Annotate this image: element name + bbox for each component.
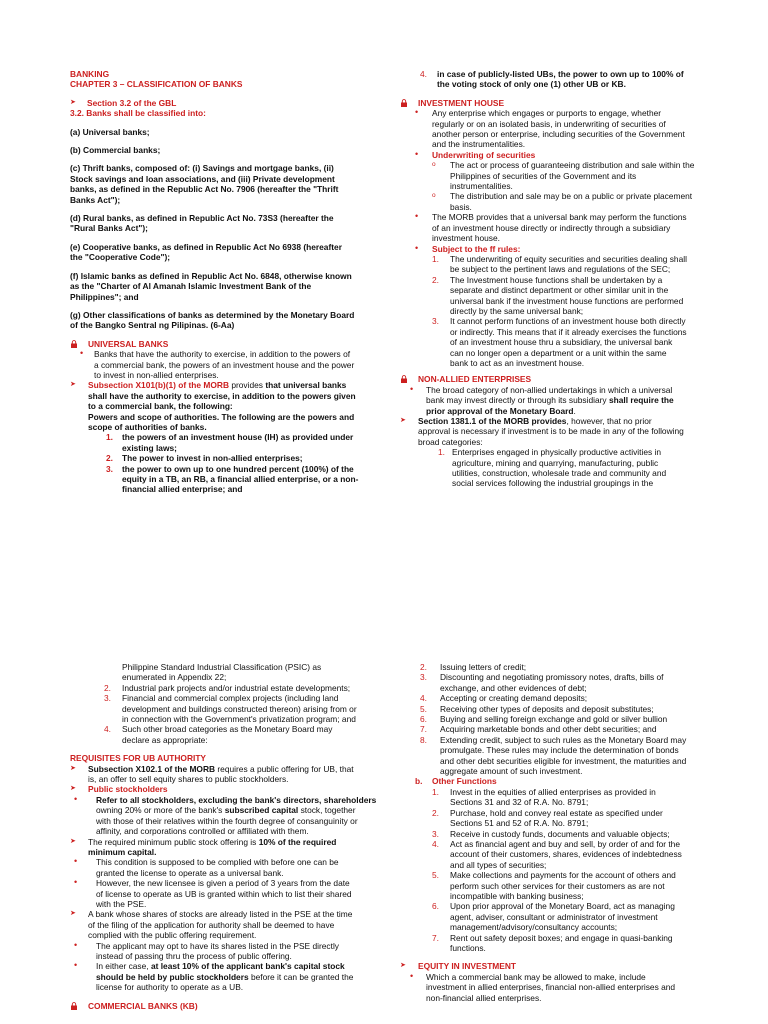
universal-banks-heading	[70, 339, 390, 349]
list-item	[432, 254, 705, 275]
x101-paragraph	[70, 380, 390, 432]
psic-continuation	[70, 662, 390, 683]
class-f-line: as the "Charter of Al Amanah Islamic Investment Bank of the	[70, 281, 312, 292]
ih-line: and the instrumentalities.	[432, 139, 526, 150]
list-line: The Investment house functions shall be undertaken by a	[450, 274, 663, 285]
ih-line: Any enterprise which engages or purports to engage, whether	[432, 108, 662, 119]
three-year-bullet	[70, 878, 390, 909]
section-3-2-heading	[70, 98, 390, 108]
list-line: account of their customers, shares, evidences of indebtedness	[450, 849, 682, 860]
list-number: 3.	[106, 463, 113, 474]
uw-line: Philippines of securities of the Government and its	[450, 170, 637, 181]
list-line: Invest in the equities of allied enterprises as provided in	[450, 786, 656, 797]
broad-categories-list	[70, 683, 390, 745]
list-number: 2.	[432, 807, 439, 818]
list-line: Make collections and payments for the account of others and	[450, 870, 676, 881]
list-letter: b.	[415, 776, 423, 787]
underwriting-heading	[400, 150, 705, 160]
nae-bullet	[400, 385, 705, 416]
class-g	[70, 310, 390, 331]
listed-line: of the filing of the application for authority shall be deemed to have	[88, 919, 335, 930]
commercial-banks-title: COMMERCIAL BANKS (KB)	[88, 1000, 198, 1011]
list-item	[432, 787, 705, 808]
padlock-bullet-icon	[400, 99, 408, 107]
morb-line: investment house.	[432, 233, 500, 244]
list-item	[106, 453, 390, 463]
x101-ref: Subsection X101(b)(1) of the MORB	[88, 380, 229, 391]
nae-bold: shall require the	[608, 395, 674, 406]
list-number: 2.	[420, 662, 427, 672]
item4-line: the voting stock of only one (1) other UB or KB.	[437, 79, 626, 90]
sec1381-line: broad categories:	[418, 436, 483, 447]
either-bold: at least 10% of the applicant bank's capital stock	[150, 961, 345, 972]
nae-period: .	[573, 405, 576, 416]
class-g-line: of the Bangko Sentral ng Pilipinas. (6-Aa)	[70, 320, 235, 331]
eq-line: investment in allied enterprises, financial non-allied enterprises and	[426, 982, 676, 993]
list-line: of an investment house thru a subsidiary, the universal bank	[450, 337, 673, 348]
list-item	[420, 662, 705, 672]
x101-bold: that universal banks	[265, 380, 347, 391]
list-line: equity in a TB, an RB, a financial allied enterprise, or a non-	[122, 474, 359, 484]
either-line: license for authority to operate as a UB.	[96, 982, 244, 993]
list-line: agent, adviser, consultant or administrator of investment	[450, 911, 658, 922]
broad-line: Enterprises engaged in physically productive activities in	[452, 447, 662, 458]
circle-bullet-icon: o	[432, 161, 436, 169]
sec1381-paragraph	[400, 416, 705, 447]
class-g-line: (g) Other classifications of banks as determined by the Monetary Board	[70, 309, 355, 320]
requisites-heading: REQUISITES FOR UB AUTHORITY	[70, 753, 207, 764]
sec1381-text: , however, that no prior	[566, 416, 652, 426]
list-item	[432, 870, 705, 901]
sec1381-ref: Section 1381.1 of the MORB provides	[418, 416, 567, 426]
list-number: 1.	[432, 786, 439, 797]
non-allied-heading	[400, 374, 705, 384]
x101-line: Powers and scope of authorities. The following are the powers and	[88, 411, 355, 422]
broad-line: utilities, construction, wholesale trade and community and	[452, 468, 667, 479]
list-line: and all types of securities;	[450, 859, 547, 870]
opt-line: The applicant may opt to have its shares listed in the PSE directly	[96, 940, 339, 951]
list-item	[104, 683, 390, 693]
public-stockholders-title: Public stockholders	[88, 784, 168, 795]
list-line: Such other broad categories as the Monetary Board may	[122, 724, 333, 735]
x102-text: requires a public offering for UB, that	[215, 763, 354, 774]
list-item	[420, 693, 705, 703]
either-case-bullet	[70, 961, 390, 992]
classified-heading: 3.2. Banks shall be classified into:	[70, 108, 206, 119]
uw-line: The act or process of guaranteeing distribution and sale within the	[450, 160, 695, 171]
bullet-dot-icon: •	[415, 242, 419, 253]
list-item	[432, 839, 705, 870]
arrow-icon: ➤	[70, 381, 76, 389]
list-line: Sections 31 and 32 of R.A. No. 8791;	[450, 797, 589, 808]
arrow-icon: ➤	[400, 962, 406, 970]
list-line: can no longer open a department or a unit within the same	[450, 347, 667, 358]
listed-line: A bank whose shares of stocks are already listed in the PSE at the time	[88, 909, 353, 920]
chapter-title: CHAPTER 3 – CLASSIFICATION OF BANKS	[70, 79, 243, 90]
other-functions-list	[400, 787, 705, 954]
list-item	[420, 735, 705, 777]
morb-ih-bullet	[400, 212, 705, 243]
list-number: 1.	[432, 253, 439, 264]
cond-line: However, the new licensee is given a period of 3 years from the date	[96, 878, 350, 889]
class-f-line: (f) Islamic banks as defined in Republic Act No. 6848, otherwise known	[70, 270, 352, 281]
ih-line: regularly or on an isolated basis, in underwriting of securities of	[432, 118, 666, 129]
investment-house-heading	[400, 98, 705, 108]
public-stockholders-heading	[70, 784, 390, 794]
bullet-dot-icon: •	[74, 960, 78, 971]
broad-line: agriculture, mining and quarrying, manufacturing, public	[452, 457, 659, 468]
list-number: 1.	[106, 432, 113, 443]
bullet-dot-icon: •	[74, 939, 78, 950]
list-item	[420, 704, 705, 714]
list-number: 4.	[432, 838, 439, 849]
list-line: directly by the same universal bank;	[450, 305, 584, 316]
bullet-dot-icon: •	[74, 856, 78, 867]
list-item	[432, 275, 705, 317]
list-line: Sections 51 and 52 of R.A. No. 8791;	[450, 818, 589, 829]
list-item	[432, 808, 705, 829]
class-a: (a) Universal banks;	[70, 126, 150, 137]
class-d-line: "Rural Banks Act");	[70, 223, 148, 234]
right-bottom-column	[400, 662, 705, 1003]
list-number: 6.	[420, 714, 427, 725]
class-c-line: (c) Thrift banks, composed of: (i) Savings and mortgage banks, (ii)	[70, 163, 334, 174]
class-e-line: (e) Cooperative banks, as defined in Republic Act No 6938 (hereafter	[70, 241, 342, 252]
opt-line: instead of passing thru the process of public offering.	[96, 950, 292, 961]
ff-rules-list	[400, 254, 705, 368]
ps-line: affinity, and corporations controlled or affiliated with them.	[96, 826, 309, 837]
equity-investment-title: EQUITY IN INVESTMENT	[418, 961, 517, 972]
class-c-line: Banks Act");	[70, 194, 121, 205]
equity-bullet	[400, 972, 705, 1003]
cond-line: with the PSE.	[96, 898, 147, 909]
underwriting-sub-1	[400, 160, 705, 191]
list-item	[420, 672, 705, 693]
arrow-icon: ➤	[70, 837, 76, 845]
list-line: Act as financial agent and buy and sell, by order of and for the	[450, 838, 680, 849]
list-item	[432, 933, 705, 954]
other-functions-title: Other Functions	[432, 776, 497, 787]
x101-line: scope of authorities of banks.	[88, 421, 207, 432]
x102-ref: Subsection X102.1 of the MORB	[88, 763, 216, 774]
class-d	[70, 213, 390, 234]
min-bold: 10% of the required	[258, 836, 337, 847]
psic-line: Philippine Standard Industrial Classification (PSIC) as	[122, 662, 322, 672]
ih-line: another person or enterprise, including securities of the Government	[432, 129, 685, 140]
ub-def-line: to invest in non-allied enterprises.	[94, 369, 219, 380]
left-bottom-column	[70, 662, 390, 1011]
uw-line: basis.	[450, 201, 472, 212]
list-line: Industrial park projects and/or industrial estate developments;	[122, 682, 351, 693]
already-listed-paragraph	[70, 909, 390, 940]
x102-line: is, an offer to sell equity shares to public stockholders.	[88, 774, 289, 785]
list-line: in connection with the Government's privatization program; and	[122, 714, 356, 725]
equity-investment-heading	[400, 961, 705, 971]
nae-line: The broad category of non-allied undertakings in which a universal	[426, 384, 673, 395]
other-functions-heading	[400, 776, 705, 786]
class-c-line: banks, as defined in the Republic Act No. 7906 (hereafter the "Thrift	[70, 184, 339, 195]
list-number: 3.	[432, 828, 439, 839]
listed-line: complied with the public offering requirement.	[88, 930, 257, 941]
list-line: management/advisory/consultancy accounts;	[450, 922, 618, 933]
list-number: 3.	[432, 316, 439, 327]
universal-banks-title: UNIVERSAL BANKS	[88, 338, 169, 349]
list-line: functions.	[450, 942, 486, 953]
minimum-offering-paragraph	[70, 837, 390, 858]
list-number: 3.	[420, 672, 427, 683]
class-e	[70, 242, 390, 263]
section-3-2-label: Section 3.2 of the GBL	[87, 97, 177, 108]
list-number: 7.	[432, 932, 439, 943]
arrow-icon: ➤	[70, 910, 76, 918]
min-line: The required minimum public stock offering is	[88, 836, 259, 847]
sec1381-line: approval is necessary if investment is to be made in any of the following	[418, 426, 684, 437]
class-b: (b) Commercial banks;	[70, 145, 161, 156]
list-number: 2.	[106, 453, 113, 464]
list-line: or indirectly. This means that if it already exercises the functions	[450, 326, 687, 337]
left-top-column	[70, 69, 390, 495]
list-item	[432, 829, 705, 839]
list-line: promulgate. These rules may include the determination of bonds	[440, 745, 679, 756]
underwriting-title: Underwriting of securities	[432, 149, 536, 160]
bullet-dot-icon: •	[74, 877, 78, 888]
list-item	[104, 693, 390, 724]
ps-line: with those of their relatives within the fourth degree of consanguinity or	[96, 815, 358, 826]
eq-line: Which a commercial bank may be allowed to make, include	[426, 971, 646, 982]
item-4	[400, 69, 705, 90]
list-line: The power to invest in non-allied enterprises;	[122, 453, 303, 464]
uw-line: The distribution and sale may be on a public or private placement	[450, 191, 693, 202]
doc-title-banking: BANKING	[70, 69, 110, 79]
kb-powers-list	[400, 662, 705, 776]
either-bold: should be held by public stockholders	[96, 971, 249, 982]
nae-bold: prior approval of the Monetary Board	[426, 405, 574, 416]
bullet-dot-icon: •	[74, 793, 78, 804]
eq-line: non-financial allied enterprises.	[426, 992, 542, 1003]
opt-bullet	[70, 941, 390, 962]
cond-line: This condition is supposed to be complied with before one can be	[96, 857, 339, 868]
underwriting-sub-2	[400, 191, 705, 212]
x101-line: to a commercial bank, the following:	[88, 401, 233, 412]
list-line: Discounting and negotiating promissory notes, drafts, bills of	[440, 672, 664, 683]
padlock-bullet-icon	[400, 375, 408, 383]
morb-line: of an investment house directly or indirectly through a subsidiary	[432, 222, 671, 233]
list-item	[106, 432, 390, 453]
investment-house-title: INVESTMENT HOUSE	[418, 97, 505, 108]
list-number: 5.	[432, 870, 439, 881]
list-line: declare as appropriate:	[122, 734, 208, 745]
ub-powers-list	[70, 432, 390, 494]
list-item	[104, 724, 390, 745]
list-line: bank to act as an investment house.	[450, 357, 585, 368]
broad-line: social services following the industrial groupings in the	[452, 478, 654, 489]
list-line: Receiving other types of deposits and deposit substitutes;	[440, 703, 654, 714]
class-c	[70, 163, 390, 205]
list-line: The underwriting of equity securities and securities dealing shall	[450, 253, 687, 264]
list-item	[420, 724, 705, 734]
nae-line: bank may invest directly or through its subsidiary	[426, 395, 609, 406]
list-line: existing laws;	[122, 442, 177, 453]
bullet-dot-icon: •	[410, 970, 414, 981]
either-line: before it can be granted the	[248, 971, 354, 982]
class-f	[70, 271, 390, 302]
arrow-icon: ➤	[70, 785, 76, 793]
list-line: the powers of an investment house (IH) as provided under	[122, 432, 354, 443]
item4-line: in case of publicly-listed UBs, the power to own up to 100% of	[437, 69, 684, 79]
bullet-dot-icon: •	[415, 211, 419, 222]
arrow-icon: ➤	[400, 417, 406, 424]
list-line: Accepting or creating demand deposits;	[440, 693, 588, 704]
padlock-bullet-icon	[70, 340, 78, 348]
list-number: 4.	[104, 724, 111, 735]
list-line: Receive in custody funds, documents and valuable objects;	[450, 828, 670, 839]
arrow-icon: ➤	[70, 98, 76, 106]
list-line: separate and distinct department or other similar unit in the	[450, 285, 669, 296]
min-bold: minimum capital.	[88, 846, 157, 857]
list-number: 8.	[420, 734, 427, 745]
arrow-icon: ➤	[70, 764, 76, 772]
list-line: Buying and selling foreign exchange and gold or silver bullion	[440, 714, 668, 725]
ps-line: owning 20% or more of the bank's	[96, 805, 225, 816]
class-c-line: Stock savings and loan associations, and (iii) Private development	[70, 173, 335, 184]
cond-line: of license to operate as UB is granted within which to list their shared	[96, 888, 352, 899]
list-number: 5.	[420, 703, 427, 714]
list-line: Financial and commercial complex projects (including land	[122, 693, 339, 704]
list-item	[432, 901, 705, 932]
class-d-line: (d) Rural banks, as defined in Republic Act No. 73S3 (hereafter the	[70, 213, 334, 224]
list-line: Rent out safety deposit boxes; and engage in quasi-banking	[450, 932, 673, 943]
list-line: exchange, and other evidences of debt;	[440, 682, 587, 693]
list-line: be subject to the pertinent laws and regulations of the SEC;	[450, 264, 671, 275]
x101-line: shall have the authority to exercise, in addition to the powers given	[88, 390, 356, 401]
condition-bullet	[70, 857, 390, 878]
list-line: financial allied enterprise; and	[122, 484, 243, 495]
list-line: the power to own up to one hundred percent (100%) of the	[122, 463, 354, 474]
list-line: Purchase, hold and convey real estate as specified under	[450, 807, 663, 818]
non-allied-title: NON-ALLIED ENTERPRISES	[418, 374, 532, 385]
ps-line: stock, together	[298, 805, 356, 816]
class-e-line: the "Cooperative Code");	[70, 252, 171, 263]
list-line: Acquiring marketable bonds and other debt securities; and	[440, 724, 657, 735]
list-number: 6.	[432, 901, 439, 912]
cond-line: granted the license to operate as a universal bank.	[96, 867, 284, 878]
either-line: In either case,	[96, 961, 151, 972]
ub-def-line: a commercial bank, the powers of an investment house and the power	[94, 359, 355, 370]
padlock-bullet-icon	[70, 1002, 78, 1010]
ih-definition-bullet	[400, 108, 705, 150]
list-item	[432, 316, 705, 368]
class-f-line: Philippines"; and	[70, 291, 139, 302]
list-line: aggregate amount of such investment.	[440, 766, 583, 777]
ps-bold: subscribed capital	[224, 805, 299, 816]
ff-rules-heading	[400, 244, 705, 254]
list-line: universal bank if the investment house functions are performed	[450, 295, 684, 306]
bullet-dot-icon: •	[415, 107, 419, 118]
morb-line: The MORB provides that a universal bank may perform the functions	[432, 212, 687, 223]
list-number: 3.	[104, 693, 111, 704]
ps-definition-bullet	[70, 795, 390, 837]
list-line: development and buildings constructed thereon) arising from or	[122, 703, 357, 714]
list-line: incompatible with banking business;	[450, 890, 584, 901]
x102-paragraph	[70, 764, 390, 785]
list-line: Upon prior approval of the Monetary Board, act as managing	[450, 901, 675, 912]
list-number: 7.	[420, 724, 427, 735]
bullet-dot-icon: •	[415, 148, 419, 159]
ub-def-line: Banks that have the authority to exercise, in addition to the powers of	[94, 349, 351, 360]
list-number: 2.	[104, 682, 111, 693]
bullet-dot-icon: •	[410, 383, 414, 394]
psic-line: enumerated in Appendix 22;	[122, 672, 227, 683]
list-number: 1.	[438, 447, 445, 458]
list-line: perform such other services for their customers as are not	[450, 880, 665, 891]
list-line: and other debt securities eligible for investment, the maturities and	[440, 755, 687, 766]
circle-bullet-icon: o	[432, 192, 436, 200]
list-line: It cannot perform functions of an investment house both directly	[450, 316, 686, 327]
list-number: 4.	[420, 69, 427, 79]
list-number: 2.	[432, 274, 439, 285]
uw-line: instrumentalities.	[450, 181, 513, 192]
list-item	[420, 714, 705, 724]
ff-rules-title: Subject to the ff rules:	[432, 243, 521, 254]
x101-provides: provides	[229, 380, 266, 391]
commercial-banks-heading	[70, 1001, 390, 1011]
ps-line: Refer to all stockholders, excluding the bank's directors, shareholders	[96, 794, 377, 805]
list-line: Extending credit, subject to such rules as the Monetary Board may	[440, 734, 687, 745]
bullet-dot-icon: •	[80, 348, 84, 359]
list-item	[106, 464, 390, 495]
list-line: Issuing letters of credit;	[440, 662, 527, 672]
list-number: 4.	[420, 693, 427, 704]
broad-category-1	[400, 447, 705, 489]
right-top-column	[400, 69, 705, 489]
ub-definition-bullet	[70, 349, 390, 380]
